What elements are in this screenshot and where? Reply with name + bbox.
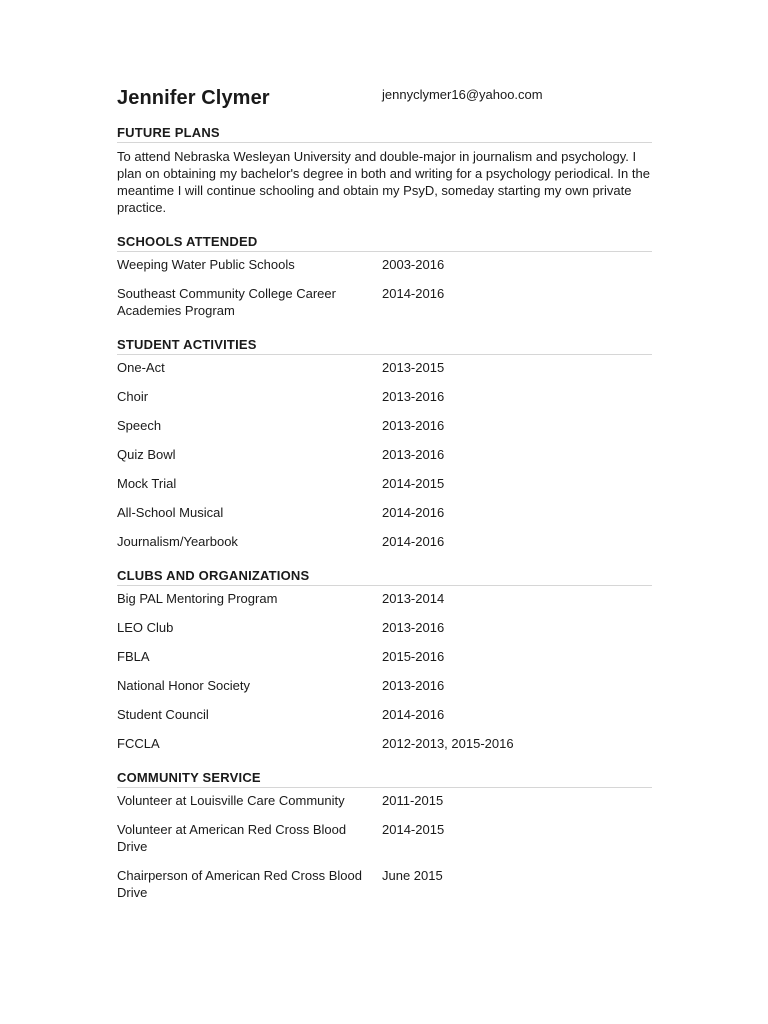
item-date: 2013-2016 bbox=[382, 678, 445, 693]
item-label: LEO Club bbox=[117, 620, 174, 635]
item-label: Quiz Bowl bbox=[117, 447, 176, 462]
item-date: 2013-2016 bbox=[382, 418, 445, 433]
list-item bbox=[117, 867, 652, 901]
item-label: FCCLA bbox=[117, 736, 160, 751]
list-item bbox=[117, 504, 652, 521]
activities-list bbox=[117, 359, 652, 550]
resume-document bbox=[117, 84, 652, 901]
community-heading: COMMUNITY SERVICE bbox=[117, 770, 652, 788]
item-date: 2013-2014 bbox=[382, 591, 445, 606]
future-plans-section bbox=[117, 125, 652, 216]
item-label: Speech bbox=[117, 418, 162, 433]
item-label: Student Council bbox=[117, 707, 209, 722]
item-label: Volunteer at American Red Cross Blood Drive bbox=[117, 822, 347, 854]
list-item bbox=[117, 792, 652, 809]
item-date: 2013-2016 bbox=[382, 447, 445, 462]
list-item bbox=[117, 735, 652, 752]
person-name: Jennifer Clymer bbox=[117, 87, 270, 109]
item-date: 2011-2015 bbox=[382, 793, 444, 808]
list-item bbox=[117, 648, 652, 665]
item-label: Weeping Water Public Schools bbox=[117, 257, 295, 272]
list-item bbox=[117, 256, 652, 273]
item-date: 2003-2016 bbox=[382, 257, 445, 272]
list-item bbox=[117, 533, 652, 550]
activities-heading: STUDENT ACTIVITIES bbox=[117, 337, 652, 355]
resume-header bbox=[117, 84, 652, 114]
item-date: 2014-2016 bbox=[382, 286, 445, 301]
item-label: Chairperson of American Red Cross Blood Drive bbox=[117, 868, 362, 900]
item-label: Volunteer at Louisville Care Community bbox=[117, 793, 345, 808]
item-date: 2014-2016 bbox=[382, 534, 445, 549]
item-date: 2014-2015 bbox=[382, 822, 445, 837]
schools-list bbox=[117, 256, 652, 319]
list-item bbox=[117, 619, 652, 636]
schools-section bbox=[117, 234, 652, 319]
item-date: 2014-2015 bbox=[382, 476, 445, 491]
item-date: 2012-2013, 2015-2016 bbox=[382, 736, 514, 751]
email-address: jennyclymer16@yahoo.com bbox=[382, 87, 543, 102]
list-item bbox=[117, 677, 652, 694]
item-label: All-School Musical bbox=[117, 505, 224, 520]
list-item bbox=[117, 359, 652, 376]
item-label: FBLA bbox=[117, 649, 150, 664]
clubs-section bbox=[117, 568, 652, 752]
item-label: One-Act bbox=[117, 360, 165, 375]
future-plans-text: To attend Nebraska Wesleyan University and double-major in journalism and psychology. I plan on obtaining my bachelor's degree in both and writing for a psychology periodical. In the meantime I will continue schooling and obtain my PsyD, someday starting my own private practice. bbox=[117, 149, 650, 215]
future-plans-heading: FUTURE PLANS bbox=[117, 125, 652, 143]
item-label: National Honor Society bbox=[117, 678, 250, 693]
clubs-heading: CLUBS AND ORGANIZATIONS bbox=[117, 568, 652, 586]
item-date: 2014-2016 bbox=[382, 505, 445, 520]
item-label: Southeast Community College Career Academies Program bbox=[117, 286, 336, 318]
item-label: Journalism/Yearbook bbox=[117, 534, 238, 549]
activities-section bbox=[117, 337, 652, 550]
item-label: Big PAL Mentoring Program bbox=[117, 591, 278, 606]
community-section bbox=[117, 770, 652, 901]
list-item bbox=[117, 821, 652, 855]
item-label: Mock Trial bbox=[117, 476, 177, 491]
community-list bbox=[117, 792, 652, 901]
list-item bbox=[117, 706, 652, 723]
list-item bbox=[117, 285, 652, 319]
item-date: 2015-2016 bbox=[382, 649, 445, 664]
item-label: Choir bbox=[117, 389, 149, 404]
list-item bbox=[117, 590, 652, 607]
list-item bbox=[117, 446, 652, 463]
schools-heading: SCHOOLS ATTENDED bbox=[117, 234, 652, 252]
list-item bbox=[117, 388, 652, 405]
item-date: 2014-2016 bbox=[382, 707, 445, 722]
item-date: 2013-2015 bbox=[382, 360, 445, 375]
list-item bbox=[117, 417, 652, 434]
list-item bbox=[117, 475, 652, 492]
clubs-list bbox=[117, 590, 652, 752]
item-date: 2013-2016 bbox=[382, 620, 445, 635]
item-date: June 2015 bbox=[382, 868, 443, 883]
item-date: 2013-2016 bbox=[382, 389, 445, 404]
